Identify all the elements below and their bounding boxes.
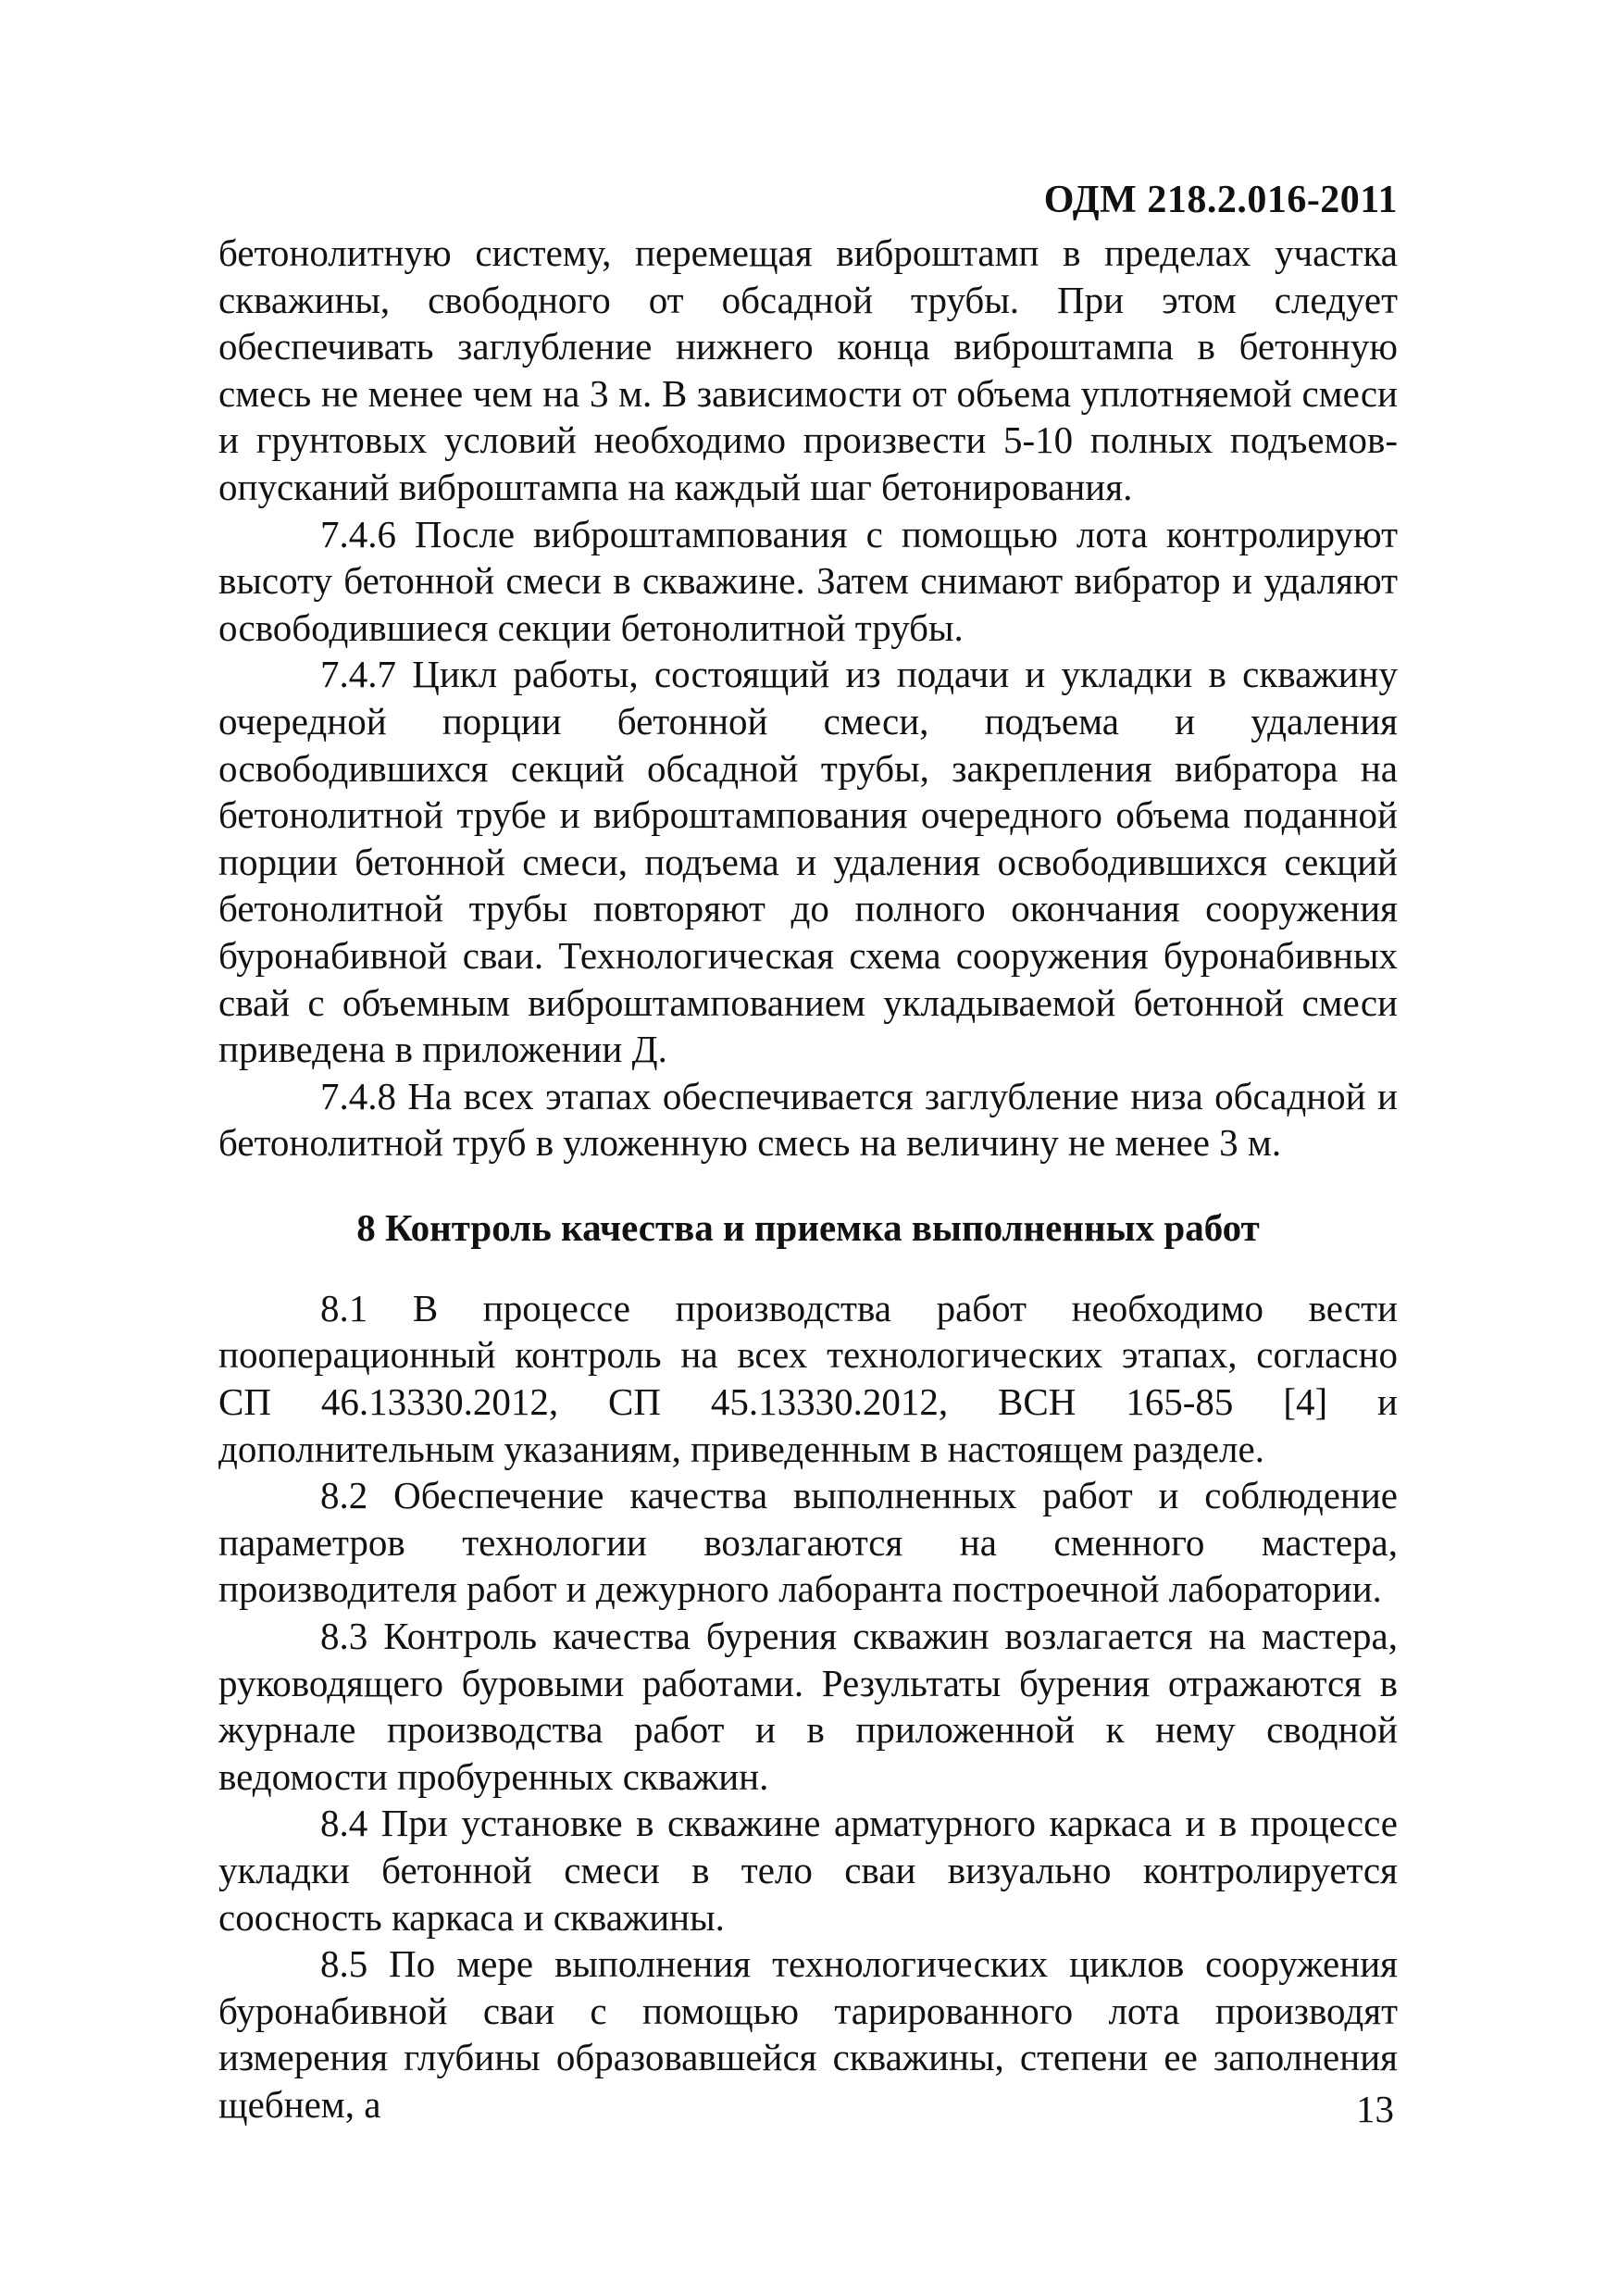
paragraph-8-2: 8.2 Обеспечение качества выполненных работ и соблюдение параметров технологии возлагаются на сменного мастера, производителя работ и дежурного лаборанта построечной лаборатории. bbox=[218, 1474, 1398, 1611]
section-8-heading: 8 Контроль качества и приемка выполненных работ bbox=[356, 1205, 1260, 1249]
document-body bbox=[218, 230, 1398, 2128]
paragraph-7-4-5-continuation: бетонолитную систему, перемещая виброштамп в пределах участка скважины, свободного от обсадной трубы. При этом следует обеспечивать заглубление нижнего конца виброштампа в бетонную смесь не менее чем на 3 м. В зависимости от объема уплотняемой смеси и грунтовых условий необходимо произвести 5-10 полных подъемов-опусканий виброштампа на каждый шаг бетонирования. bbox=[218, 231, 1398, 508]
document-code: ОДМ 218.2.016-2011 bbox=[1043, 179, 1398, 221]
paragraph-7-4-8: 7.4.8 На всех этапах обеспечивается заглубление низа обсадной и бетонолитной труб в уложенную смесь на величину не менее 3 м. bbox=[218, 1074, 1398, 1165]
paragraph-8-4: 8.4 При установке в скважине арматурного каркаса и в процессе укладки бетонной смеси в тело сваи визуально контролируется соосность каркаса и скважины. bbox=[218, 1802, 1398, 1939]
paragraph-7-4-6: 7.4.6 После виброштампования с помощью лота контролируют высоту бетонной смеси в скважине. Затем снимают вибратор и удаляют освободившиеся секции бетонолитной трубы. bbox=[218, 512, 1398, 649]
paragraph-8-5: 8.5 По мере выполнения технологических циклов сооружения буронабивной сваи с помощью тарированного лота производят измерения глубины образовавшейся скважины, степени ее заполнения щебнем, а bbox=[218, 1942, 1398, 2126]
paragraph-8-1: 8.1 В процессе производства работ необходимо вести пооперационный контроль на всех технологических этапах, согласно СП 46.13330.2012, СП 45.13330.2012, ВСН 165-85 [4] и дополнительным указаниям, приведенным в настоящем разделе. bbox=[218, 1286, 1398, 1470]
paragraph-8-3: 8.3 Контроль качества бурения скважин возлагается на мастера, руководящего буровыми работами. Результаты бурения отражаются в журнале производства работ и в приложенной к нему сводной ведомости пробуренных скважин. bbox=[218, 1615, 1398, 1798]
page-number: 13 bbox=[1356, 2088, 1394, 2130]
paragraph-7-4-7: 7.4.7 Цикл работы, состоящий из подачи и укладки в скважину очередной порции бетонной смеси, подъема и удаления освободившихся секций обсадной трубы, закрепления вибратора на бетонолитной трубе и виброштампования очередного объема поданной порции бетонной смеси, подъема и удаления освободившихся секций бетонолитной трубы повторяют до полного окончания сооружения буронабивной сваи. Технологическая схема сооружения буронабивных свай с объемным виброштампованием укладываемой бетонной смеси приведена в приложении Д. bbox=[218, 653, 1398, 1071]
